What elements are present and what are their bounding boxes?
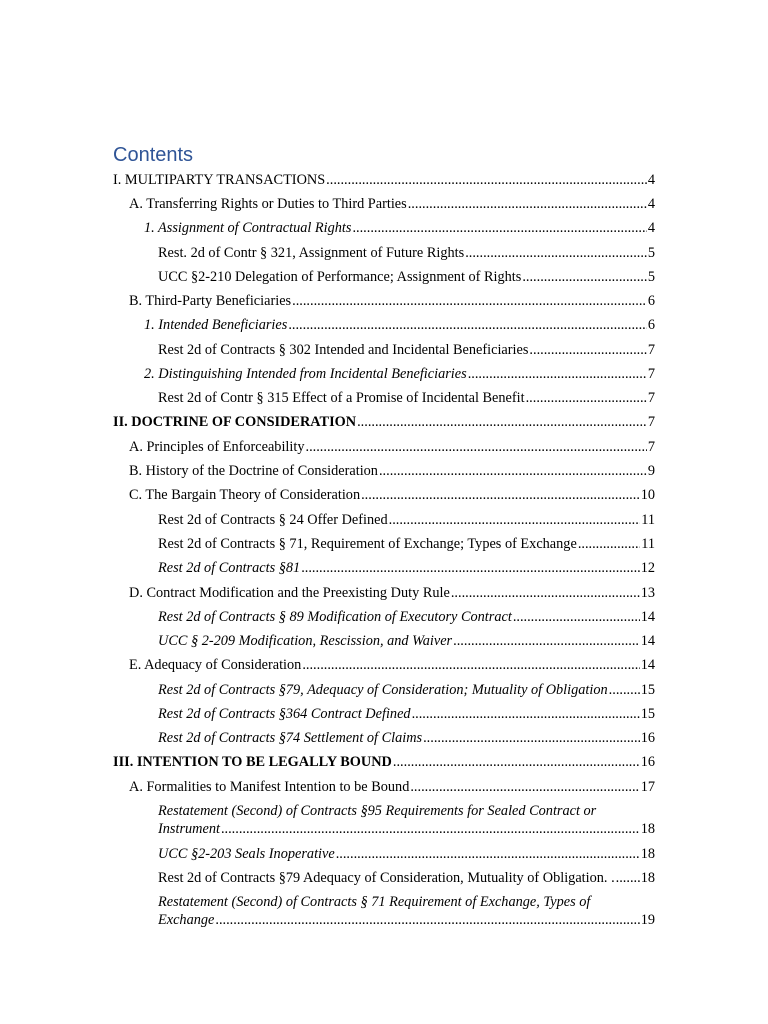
dot-leader	[306, 438, 647, 456]
toc-entry[interactable]	[158, 608, 655, 626]
toc-entry[interactable]	[158, 869, 655, 887]
toc-entry[interactable]	[158, 802, 655, 838]
toc-entry[interactable]	[158, 729, 655, 747]
toc-entry[interactable]	[129, 656, 655, 674]
dot-leader	[336, 845, 640, 863]
toc-entry-title: C. The Bargain Theory of Consideration	[129, 487, 361, 503]
dot-leader	[301, 559, 640, 577]
toc-entry[interactable]	[158, 389, 655, 407]
dot-leader	[465, 244, 647, 262]
toc-page-number: 14	[640, 657, 655, 673]
toc-entry[interactable]	[158, 845, 655, 863]
toc-entry-title: D. Contract Modification and the Preexisting Duty Rule	[129, 585, 450, 601]
toc-entry-title: Rest 2d of Contracts §79 Adequacy of Consideration, Mutuality of Obligation. .	[158, 870, 615, 886]
dot-leader	[389, 511, 641, 529]
toc-entry[interactable]	[158, 268, 655, 286]
toc-page-number: 4	[647, 172, 655, 188]
toc-entry-title: Restatement (Second) of Contracts § 71 Requirement of Exchange, Types of	[158, 894, 591, 910]
toc-entry-title: E. Adequacy of Consideration	[129, 657, 302, 673]
dot-leader	[522, 268, 647, 286]
dot-leader	[408, 195, 647, 213]
dot-leader	[292, 292, 647, 310]
toc-entry-title: UCC §2-203 Seals Inoperative	[158, 846, 335, 862]
toc-entry-title: Rest 2d of Contracts § 24 Offer Defined	[158, 512, 388, 528]
toc-page-number: 4	[647, 196, 655, 212]
toc-heading: Contents	[113, 144, 194, 166]
toc-entry[interactable]	[129, 195, 655, 213]
toc-entry-title: Rest 2d of Contracts §79, Adequacy of Consideration; Mutuality of Obligation	[158, 682, 608, 698]
toc-page-number: 13	[640, 585, 655, 601]
dot-leader	[410, 778, 639, 796]
toc-entry-title: 1. Assignment of Contractual Rights	[144, 220, 352, 236]
dot-leader	[326, 171, 647, 189]
toc-entry-title: A. Transferring Rights or Duties to Third Parties	[129, 196, 407, 212]
toc-page-number: 16	[640, 754, 655, 770]
dot-leader	[361, 486, 640, 504]
toc-page-number: 7	[647, 414, 655, 430]
toc-page-number: 15	[640, 706, 655, 722]
dot-leader	[513, 608, 640, 626]
dot-leader	[379, 462, 647, 480]
toc-entry-title: A. Formalities to Manifest Intention to be Bound	[129, 779, 410, 795]
dot-leader	[423, 729, 640, 747]
dot-leader	[616, 869, 640, 887]
toc-entry[interactable]	[113, 413, 655, 431]
toc-entry-title: Rest. 2d of Contr § 321, Assignment of Future Rights	[158, 245, 465, 261]
toc-entry-title: I. MULTIPARTY TRANSACTIONS	[113, 172, 326, 188]
toc-entry-title: UCC §2-210 Delegation of Performance; Assignment of Rights	[158, 269, 522, 285]
dot-leader	[526, 389, 647, 407]
toc-entry[interactable]	[113, 753, 655, 771]
dot-leader	[412, 705, 640, 723]
toc-page-number: 4	[647, 220, 655, 236]
toc-entry-title: 1. Intended Beneficiaries	[144, 317, 288, 333]
toc-entry-title: B. History of the Doctrine of Consideration	[129, 463, 378, 479]
toc-entry-title: III. INTENTION TO BE LEGALLY BOUND	[113, 754, 392, 770]
toc-page-number: 11	[641, 536, 655, 552]
dot-leader	[357, 413, 647, 431]
toc-entry-title: A. Principles of Enforceability	[129, 439, 305, 455]
toc-entry[interactable]	[129, 292, 655, 310]
dot-leader	[221, 820, 640, 838]
toc-page-number: 7	[647, 366, 655, 382]
toc-entry-title: B. Third-Party Beneficiaries	[129, 293, 292, 309]
dot-leader	[302, 656, 639, 674]
toc-entry-title: Restatement (Second) of Contracts §95 Requirements for Sealed Contract or	[158, 803, 597, 819]
toc-entry-title: Rest 2d of Contracts §81	[158, 560, 301, 576]
toc-page-number: 5	[647, 245, 655, 261]
dot-leader	[352, 219, 646, 237]
toc-entry[interactable]	[158, 559, 655, 577]
toc-page-number: 16	[640, 730, 655, 746]
toc-entry[interactable]	[129, 486, 655, 504]
toc-entry-title: Rest 2d of Contracts §74 Settlement of Claims	[158, 730, 423, 746]
dot-leader	[215, 911, 639, 929]
toc-page-number: 17	[640, 779, 655, 795]
toc-entry-title: Rest 2d of Contracts § 89 Modification of Executory Contract	[158, 609, 512, 625]
toc-entry[interactable]	[158, 535, 655, 553]
toc-page-number: 14	[640, 633, 655, 649]
toc-entry-title: Rest 2d of Contracts § 302 Intended and Incidental Beneficiaries	[158, 342, 529, 358]
toc-entry[interactable]	[144, 365, 655, 383]
toc-entry-title: Rest 2d of Contracts § 71, Requirement of Exchange; Types of Exchange	[158, 536, 577, 552]
toc-entry[interactable]	[158, 341, 655, 359]
toc-entry[interactable]	[129, 462, 655, 480]
toc-page-number: 14	[640, 609, 655, 625]
toc-page-number: 19	[640, 912, 655, 928]
toc-entry-title: Rest 2d of Contr § 315 Effect of a Promise of Incidental Benefit	[158, 390, 525, 406]
toc-page-number: 18	[640, 846, 655, 862]
toc-entry-title-continued: Exchange	[158, 912, 215, 928]
dot-leader	[578, 535, 640, 553]
dot-leader	[451, 584, 640, 602]
toc-entry[interactable]	[158, 681, 655, 699]
toc-entry-title: Rest 2d of Contracts §364 Contract Defined	[158, 706, 411, 722]
toc-entry[interactable]	[158, 244, 655, 262]
toc-page-number: 6	[647, 293, 655, 309]
toc-entry[interactable]	[158, 511, 655, 529]
toc-entry[interactable]	[144, 219, 655, 237]
dot-leader	[468, 365, 647, 383]
dot-leader	[453, 632, 640, 650]
toc-entry[interactable]	[129, 584, 655, 602]
toc-page-number: 5	[647, 269, 655, 285]
toc-entry[interactable]	[158, 705, 655, 723]
dot-leader	[393, 753, 640, 771]
toc-page-number: 9	[647, 463, 655, 479]
toc-page-number: 7	[647, 439, 655, 455]
toc-page-number: 15	[640, 682, 655, 698]
toc-entry[interactable]	[129, 438, 655, 456]
toc-entry-title: II. DOCTRINE OF CONSIDERATION	[113, 414, 357, 430]
toc-page-number: 11	[641, 512, 655, 528]
toc-page-number: 12	[640, 560, 655, 576]
toc-entry[interactable]	[158, 893, 655, 929]
toc-entry[interactable]	[158, 632, 655, 650]
toc-page-number: 18	[640, 870, 655, 886]
dot-leader	[529, 341, 646, 359]
dot-leader	[609, 681, 640, 699]
toc-page-number: 7	[647, 342, 655, 358]
toc-entry-title: UCC § 2-209 Modification, Rescission, and Waiver	[158, 633, 453, 649]
toc-entry[interactable]	[113, 171, 655, 189]
toc-page-number: 18	[640, 821, 655, 837]
toc-entry[interactable]	[129, 778, 655, 796]
toc-page-number: 6	[647, 317, 655, 333]
dot-leader	[288, 316, 647, 334]
toc-page-number: 7	[647, 390, 655, 406]
toc-page-number: 10	[640, 487, 655, 503]
toc-entry-title-continued: Instrument	[158, 821, 220, 837]
toc-entry-title: 2. Distinguishing Intended from Incidental Beneficiaries	[144, 366, 467, 382]
toc-entry[interactable]	[144, 316, 655, 334]
